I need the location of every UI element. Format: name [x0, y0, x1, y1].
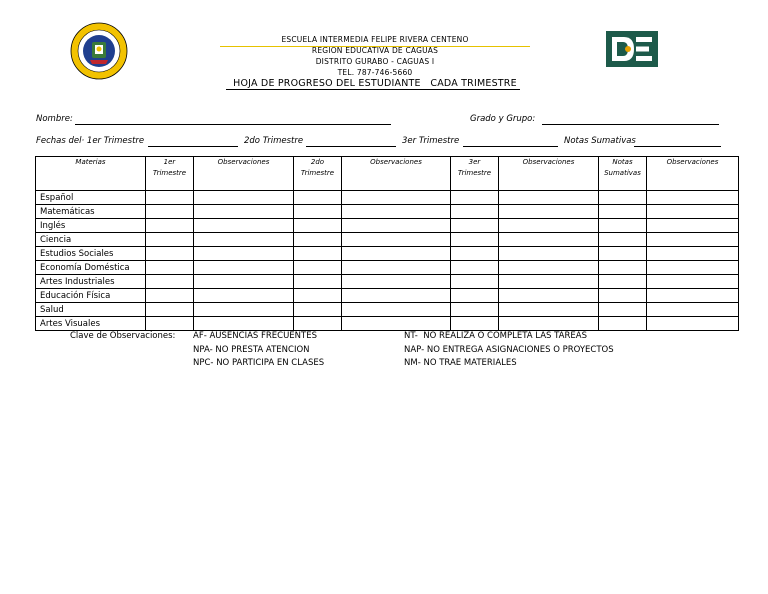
col-1er-trimestre: 1er Trimestre [146, 157, 194, 191]
grade-entry-cell[interactable] [342, 317, 451, 331]
grade-entry-cell[interactable] [499, 233, 599, 247]
grade-entry-cell[interactable] [342, 303, 451, 317]
grade-entry-cell[interactable] [647, 233, 739, 247]
t2-label: 2do Trimestre [244, 136, 304, 146]
table-row [36, 191, 739, 205]
subject-cell: Economía Doméstica [36, 261, 146, 275]
legend-npc: NPC- NO PARTICIPA EN CLASES [193, 358, 325, 368]
grade-entry-cell[interactable] [499, 205, 599, 219]
grade-entry-cell[interactable] [342, 261, 451, 275]
fecha-3er-field[interactable] [463, 136, 558, 147]
grade-entry-cell[interactable] [342, 219, 451, 233]
subject-cell: Inglés [36, 219, 146, 233]
legend-nap: NAP- NO ENTREGA ASIGNACIONES O PROYECTOS [404, 345, 614, 355]
table-header-row [36, 157, 739, 191]
grade-entry-cell[interactable] [499, 289, 599, 303]
grade-entry-cell[interactable] [146, 289, 194, 303]
grade-entry-cell[interactable] [294, 303, 342, 317]
table-row [36, 205, 739, 219]
grade-entry-cell[interactable] [451, 219, 499, 233]
subject-cell: Estudios Sociales [36, 247, 146, 261]
table-row [36, 219, 739, 233]
region-line: REGION EDUCATIVA DE CAGUAS [311, 46, 439, 55]
grade-entry-cell[interactable] [146, 219, 194, 233]
grade-entry-cell[interactable] [599, 205, 647, 219]
notas-field[interactable] [634, 136, 721, 147]
grade-entry-cell[interactable] [294, 289, 342, 303]
grade-entry-cell[interactable] [194, 289, 294, 303]
grade-entry-cell[interactable] [647, 219, 739, 233]
grade-entry-cell[interactable] [499, 275, 599, 289]
grade-entry-cell[interactable] [647, 289, 739, 303]
grade-entry-cell[interactable] [342, 205, 451, 219]
subject-cell: Salud [36, 303, 146, 317]
grade-entry-cell[interactable] [146, 275, 194, 289]
grade-entry-cell[interactable] [194, 191, 294, 205]
col-3er-trimestre: 3er Trimestre [451, 157, 499, 191]
fechas-label: Fechas del· 1er Trimestre [36, 136, 145, 146]
grade-entry-cell[interactable] [194, 219, 294, 233]
grade-entry-cell[interactable] [599, 247, 647, 261]
notas-label: Notas Sumativas [564, 136, 636, 146]
page-title: HOJA DE PROGRESO DEL ESTUDIANTE CADA TRIMESTRE [233, 78, 517, 89]
grade-entry-cell[interactable] [599, 191, 647, 205]
de-logo [606, 31, 658, 67]
grade-entry-cell[interactable] [342, 191, 451, 205]
grade-entry-cell[interactable] [294, 219, 342, 233]
grade-entry-cell[interactable] [146, 233, 194, 247]
grade-entry-cell[interactable] [451, 317, 499, 331]
grade-entry-cell[interactable] [647, 191, 739, 205]
grade-entry-cell[interactable] [599, 275, 647, 289]
table-row [36, 303, 739, 317]
title-underline [226, 89, 520, 90]
grade-entry-cell[interactable] [194, 247, 294, 261]
grade-entry-cell[interactable] [451, 191, 499, 205]
grade-entry-cell[interactable] [194, 261, 294, 275]
grade-entry-cell[interactable] [451, 233, 499, 247]
grade-entry-cell[interactable] [294, 191, 342, 205]
grade-entry-cell[interactable] [451, 289, 499, 303]
subject-cell: Matemáticas [36, 205, 146, 219]
legend-nt: NT- NO REALIZA O COMPLETA LAS TAREAS [404, 331, 587, 341]
subject-cell: Educación Física [36, 289, 146, 303]
fecha-2do-field[interactable] [306, 136, 396, 147]
grade-entry-cell[interactable] [599, 219, 647, 233]
grade-entry-cell[interactable] [499, 247, 599, 261]
grade-entry-cell[interactable] [647, 303, 739, 317]
grade-entry-cell[interactable] [451, 275, 499, 289]
grades-table [35, 156, 739, 331]
grado-label: Grado y Grupo: [470, 114, 536, 124]
grade-entry-cell[interactable] [499, 219, 599, 233]
col-observaciones: Observaciones [194, 157, 294, 191]
table-row [36, 317, 739, 331]
grade-entry-cell[interactable] [294, 205, 342, 219]
legend-af: AF- AUSENCIAS FRECUENTES [193, 331, 317, 341]
legend-npa: NPA- NO PRESTA ATENCION [193, 345, 310, 355]
grade-entry-cell[interactable] [146, 317, 194, 331]
grade-entry-cell[interactable] [647, 205, 739, 219]
grade-entry-cell[interactable] [146, 261, 194, 275]
grade-entry-cell[interactable] [342, 289, 451, 303]
legend-nm: NM- NO TRAE MATERIALES [404, 358, 517, 368]
phone-line: TEL. 787-746-5660 [337, 68, 413, 77]
subject-cell: Español [36, 191, 146, 205]
grade-entry-cell[interactable] [294, 233, 342, 247]
grade-entry-cell[interactable] [647, 247, 739, 261]
grade-entry-cell[interactable] [146, 247, 194, 261]
grade-entry-cell[interactable] [342, 233, 451, 247]
grade-entry-cell[interactable] [499, 261, 599, 275]
grade-entry-cell[interactable] [194, 205, 294, 219]
grade-entry-cell[interactable] [451, 261, 499, 275]
grade-entry-cell[interactable] [599, 233, 647, 247]
grade-entry-cell[interactable] [342, 247, 451, 261]
col-observaciones: Observaciones [499, 157, 599, 191]
grade-entry-cell[interactable] [647, 261, 739, 275]
nombre-field[interactable] [75, 114, 391, 125]
grade-entry-cell[interactable] [294, 275, 342, 289]
t3-label: 3er Trimestre [402, 136, 460, 146]
puerto-rico-seal [70, 22, 128, 80]
grade-entry-cell[interactable] [294, 247, 342, 261]
table-row [36, 289, 739, 303]
grade-entry-cell[interactable] [599, 261, 647, 275]
grado-field[interactable] [542, 114, 719, 125]
table-row [36, 247, 739, 261]
grade-entry-cell[interactable] [499, 191, 599, 205]
grade-entry-cell[interactable] [499, 317, 599, 331]
grade-entry-cell[interactable] [194, 303, 294, 317]
grade-entry-cell[interactable] [342, 275, 451, 289]
grade-entry-cell[interactable] [451, 303, 499, 317]
grade-entry-cell[interactable] [599, 289, 647, 303]
col-observaciones: Observaciones [342, 157, 451, 191]
grade-entry-cell[interactable] [599, 317, 647, 331]
grade-entry-cell[interactable] [146, 191, 194, 205]
grade-entry-cell[interactable] [194, 233, 294, 247]
grade-entry-cell[interactable] [451, 247, 499, 261]
col-notas-sumativas: Notas Sumativas [599, 157, 647, 191]
grade-entry-cell[interactable] [194, 317, 294, 331]
grade-entry-cell[interactable] [499, 303, 599, 317]
col-observaciones: Observaciones [647, 157, 739, 191]
grade-entry-cell[interactable] [294, 261, 342, 275]
district-line: DISTRITO GURABO - CAGUAS I [315, 57, 435, 66]
col-2do-trimestre: 2do Trimestre [294, 157, 342, 191]
table-row [36, 233, 739, 247]
table-row [36, 275, 739, 289]
subject-cell: Artes Industriales [36, 275, 146, 289]
subject-cell: Artes Visuales [36, 317, 146, 331]
subject-cell: Ciencia [36, 233, 146, 247]
table-row [36, 261, 739, 275]
grade-entry-cell[interactable] [194, 275, 294, 289]
nombre-label: Nombre: [36, 114, 73, 124]
grade-entry-cell[interactable] [294, 317, 342, 331]
legend-title: Clave de Observaciones: [70, 331, 176, 341]
grade-entry-cell[interactable] [647, 317, 739, 331]
grade-entry-cell[interactable] [146, 205, 194, 219]
grade-entry-cell[interactable] [647, 275, 739, 289]
grade-entry-cell[interactable] [146, 303, 194, 317]
col-materias: Materias [36, 157, 146, 191]
school-name: ESCUELA INTERMEDIA FELIPE RIVERA CENTENO [281, 35, 469, 44]
grade-entry-cell[interactable] [599, 303, 647, 317]
fecha-1er-field[interactable] [148, 136, 238, 147]
grade-entry-cell[interactable] [451, 205, 499, 219]
